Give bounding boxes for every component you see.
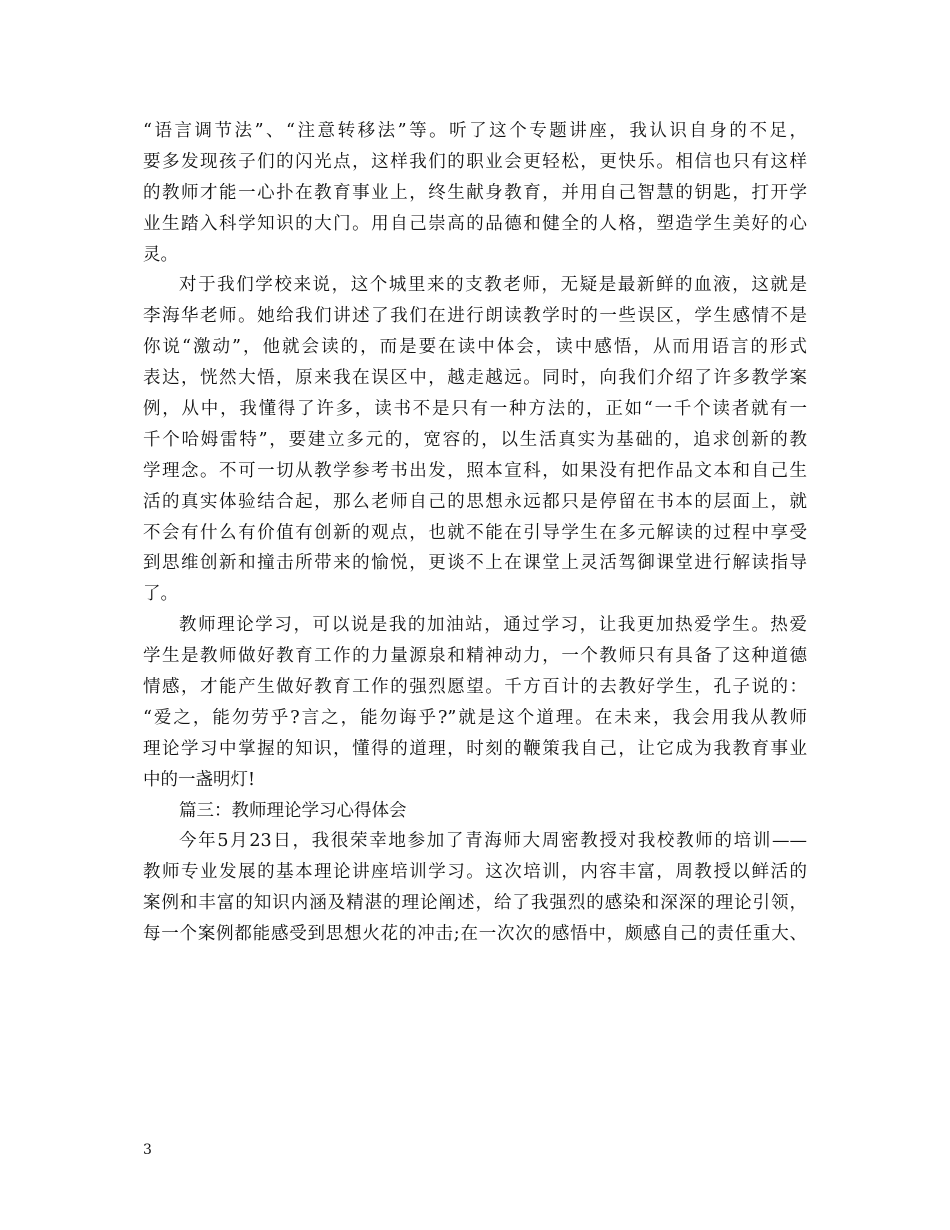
text-line: 理论学习中掌握的知识，懂得的道理，时刻的鞭策我自己，让它成为我教育事业 xyxy=(143,738,807,759)
text-line: 要多发现孩子们的闪光点，这样我们的职业会更轻松，更快乐。相信也只有这样 xyxy=(143,151,807,172)
section-heading: 篇三：教师理论学习心得体会 xyxy=(179,800,407,821)
text-line: 的教师才能一心扑在教育事业上，终生献身教育，并用自己智慧的钥匙，打开学 xyxy=(143,182,807,203)
paragraph-first-line: 对于我们学校来说，这个城里来的支教老师，无疑是最新鲜的血液，这就是 xyxy=(179,275,807,296)
text-line: 活的真实体验结合起，那么老师自己的思想永远都只是停留在书本的层面上，就 xyxy=(143,491,807,512)
text-line: 每一个案例都能感受到思想火花的冲击;在一次次的感悟中，颇感自己的责任重大、 xyxy=(143,924,807,945)
text-line: 业生踏入科学知识的大门。用自己崇高的品德和健全的人格，塑造学生美好的心 xyxy=(143,213,807,234)
document-body xyxy=(143,116,807,950)
text-line: 灵。 xyxy=(143,244,178,265)
text-line: 中的一盏明灯! xyxy=(143,769,256,790)
text-line: 你说“激动”，他就会读的，而是要在读中体会，读中感悟，从而用语言的形式 xyxy=(143,337,807,358)
paragraph-first-line: 教师理论学习，可以说是我的加油站，通过学习，让我更加热爱学生。热爱 xyxy=(179,615,807,636)
text-line: 不会有什么有价值有创新的观点，也就不能在引导学生在多元解读的过程中享受 xyxy=(143,522,807,543)
text-line: 千个哈姆雷特”，要建立多元的，宽容的，以生活真实为基础的，追求创新的教 xyxy=(143,429,807,450)
text-line: “爱之，能勿劳乎?言之，能勿诲乎?”就是这个道理。在未来，我会用我从教师 xyxy=(143,707,807,728)
text-line: 李海华老师。她给我们讲述了我们在进行朗读教学时的一些误区，学生感情不是 xyxy=(143,306,807,327)
text-line: 教师专业发展的基本理论讲座培训学习。这次培训，内容丰富，周教授以鲜活的 xyxy=(143,862,807,883)
text-line: 了。 xyxy=(143,584,178,605)
text-line: 到思维创新和撞击所带来的愉悦，更谈不上在课堂上灵活驾御课堂进行解读指导 xyxy=(143,553,807,574)
text-line: 案例和丰富的知识内涵及精湛的理论阐述，给了我强烈的感染和深深的理论引领， xyxy=(143,893,807,914)
text-line: 学生是教师做好教育工作的力量源泉和精神动力，一个教师只有具备了这种道德 xyxy=(143,646,807,667)
text-line: 表达，恍然大悟，原来我在误区中，越走越远。同时，向我们介绍了许多教学案 xyxy=(143,368,807,389)
paragraph-first-line: 今年5月23日，我很荣幸地参加了青海师大周密教授对我校教师的培训—— xyxy=(179,831,807,852)
text-line: 学理念。不可一切从教学参考书出发，照本宣科，如果没有把作品文本和自己生 xyxy=(143,460,807,481)
text-line: 情感，才能产生做好教育工作的强烈愿望。千方百计的去教好学生，孔子说的： xyxy=(143,677,807,698)
page-number: 3 xyxy=(143,1142,152,1158)
text-line: 例，从中，我懂得了许多，读书不是只有一种方法的，正如“一千个读者就有一 xyxy=(143,399,807,420)
text-line: “语言调节法”、“注意转移法”等。听了这个专题讲座，我认识自身的不足， xyxy=(143,121,807,141)
